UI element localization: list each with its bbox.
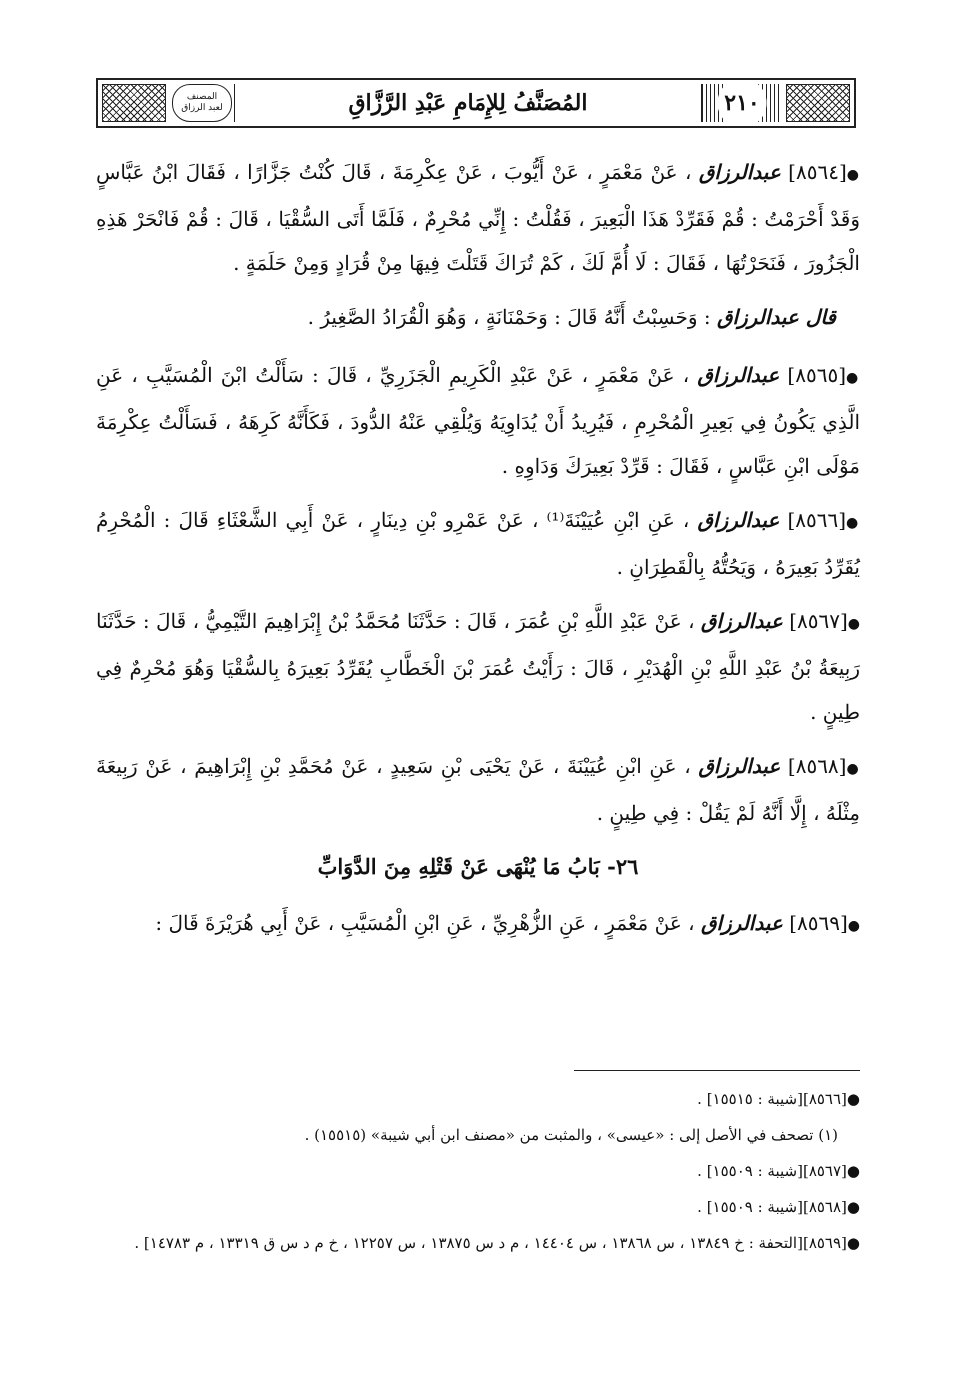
narrator-name: عبدالرزاق <box>698 754 781 778</box>
footnote-line: ●[٨٥٦٨][شيبة : ١٥٥٠٩] . <box>697 1198 860 1216</box>
hadith-number: [٨٥٦٧] <box>789 609 848 633</box>
hadith-entry <box>96 498 860 589</box>
narrator-comment <box>96 295 860 339</box>
hadith-text: ، عَنْ مَعْمَرٍ ، عَنْ عَبْدِ الْكَرِيمِ الْجَزَرِيِّ ، قَالَ : سَأَلْتُ ابْنَ الْمُسَيَّبِ ، عَنِ الَّذِي يَكُونُ فِي بَعِيرِ الْمُحْرِمِ ، فَيُرِيدُ أَنْ يُدَاوِيَهُ وَيُلْقِي عَنْهُ الدُّودَ ، فَكَأَنَّهُ كَرِهَهُ ، فَسَأَلْتُ عِكْرِمَةَ مَوْلَى ابْنِ عَبَّاسٍ ، فَقَالَ : قَرِّدْ بَعِيرَكَ وَدَاوِهِ . <box>96 363 861 478</box>
hadith-text: ، عَنْ عَبْدِ اللَّهِ بْنِ عُمَرَ ، قَالَ : حَدَّثَنَا مُحَمَّدُ بْنُ إِبْرَاهِيمَ التَّيْمِيُّ ، قَالَ : حَدَّثَنَا رَبِيعَةُ بْنُ عَبْدِ اللَّهِ بْنِ الْهُدَيْرِ ، قَالَ : رَأَيْتُ عُمَرَ بْنَ الْخَطَّابِ يُقَرِّدُ بَعِيرَهُ بِالسُّقْيَا وَهُوَ مُحْرِمٌ فِي طِينٍ . <box>96 609 861 724</box>
hadith-number: [٨٥٦٤] <box>788 160 847 184</box>
hadith-entry <box>96 150 860 285</box>
book-seal-left <box>172 84 232 122</box>
hadith-number: [٨٥٦٩] <box>789 911 848 935</box>
footnote-divider <box>574 1070 860 1071</box>
page-header <box>96 78 856 128</box>
seal-bottom: لعبد الرزاق <box>181 103 223 113</box>
hadith-number: [٨٥٦٥] <box>787 363 847 387</box>
hadith-text: ، عَنِ ابْنِ عُيَيْنَةَ⁽¹⁾ ، عَنْ عَمْرِو بْنِ دِينَارٍ ، عَنْ أَبِي الشَّعْثَاءِ قَالَ : الْمُحْرِمُ يُقَرِّدُ بَعِيرَهُ ، وَيَحُتُّهُ بِالْقَطِرَانِ . <box>96 508 860 579</box>
footnote-line: ●[٨٥٦٧][شيبة : ١٥٥٠٩] . <box>697 1162 860 1180</box>
bullet-icon: ● <box>846 167 861 183</box>
hadith-number: [٨٥٦٦] <box>787 508 847 532</box>
footnote-line: (١) تصحف في الأصل إلى : «عيسى» ، والمثبت من «مصنف ابن أبي شيبة» (١٥٥١٥) . <box>304 1126 838 1144</box>
bullet-icon: ● <box>846 515 860 531</box>
narrator-name: عبدالرزاق <box>698 160 781 184</box>
hadith-text: ، عَنْ مَعْمَرٍ ، عَنْ أَيُّوبَ ، عَنْ عِكْرِمَةَ ، قَالَ كُنْتُ جَزَّارًا ، فَقَالَ ابْنُ عَبَّاسٍ وَقَدْ أَحْرَمْتُ : قُمْ فَقَرِّدْ هَذَا الْبَعِيرَ ، فَقُلْتُ : إِنِّي مُحْرِمٌ ، فَلَمَّا أَتَى السُّقْيَا ، قَالَ : قُمْ فَانْحَرْ هَذِهِ الْجَزُورَ ، فَنَحَرْتُهَا ، فَقَالَ : لَا أُمَّ لَكَ ، كَمْ تُرَاكَ قَتَلْتَ فِيهَا مِنْ قُرَادٍ وَمِنْ حَلَمَةٍ . <box>96 160 860 275</box>
narrator-name: عبدالرزاق <box>700 609 783 633</box>
hadith-entry <box>96 599 860 734</box>
seal-top: المصنف <box>186 92 218 102</box>
page-number: ٢١٠ <box>702 84 782 122</box>
main-text <box>96 150 860 958</box>
footnote-line: ●[٨٥٦٩][التحفة : خ ١٣٨٤٩ ، س ١٣٨٦٨ ، س ١٤٤٠٤ ، م د س ١٣٨٧٥ ، س ١٢٢٥٧ ، خ م د س ق ١٣٣١٩ ، م ١٤٧٨٣] . <box>134 1234 860 1252</box>
chapter-heading: ٢٦- بَابُ مَا يُنْهَى عَنْ قَتْلِهِ مِنَ الدَّوَابِّ <box>317 854 639 879</box>
ornament-left <box>102 84 166 122</box>
running-title: المُصَنَّفُ لِلإِمَامِ عَبْدِ الرَّزَّاقِ <box>234 84 702 122</box>
bullet-icon: ● <box>847 616 861 632</box>
footnote-line: ●[٨٥٦٦][شيبة : ١٥٥١٥] . <box>697 1090 860 1108</box>
hadith-text: ، عَنْ مَعْمَرٍ ، عَنِ الزُّهْرِيِّ ، عَنِ ابْنِ الْمُسَيَّبِ ، عَنْ أَبِي هُرَيْرَةَ قَالَ : <box>155 911 695 935</box>
comment-text: : وَحَسِبْتُ أَنَّهُ قَالَ : وَحَمْنَانَةٍ ، وَهُوَ الْقُرَادُ الصَّغِيرُ . <box>307 305 711 329</box>
hadith-number: [٨٥٦٨] <box>787 754 847 778</box>
hadith-entry <box>96 353 860 488</box>
hadith-entry <box>96 744 860 835</box>
narrator-name: عبدالرزاق <box>697 508 780 532</box>
bullet-icon: ● <box>846 370 861 386</box>
hadith-text: ، عَنِ ابْنِ عُيَيْنَةَ ، عَنْ يَحْيَى بْنِ سَعِيدٍ ، عَنْ مُحَمَّدِ بْنِ إِبْرَاهِيمَ ، عَنْ رَبِيعَةَ مِثْلَهُ ، إِلَّا أَنَّهُ لَمْ يَقُلْ : فِي طِينٍ . <box>96 754 860 825</box>
narrator-name: عبدالرزاق <box>700 911 783 935</box>
bullet-icon: ● <box>846 761 860 777</box>
hadith-entry <box>96 901 860 948</box>
footnotes <box>96 1084 860 1264</box>
narrator-name: قال عبدالرزاق <box>716 305 836 329</box>
bullet-icon: ● <box>847 918 860 934</box>
ornament-right <box>786 84 850 122</box>
narrator-name: عبدالرزاق <box>697 363 780 387</box>
